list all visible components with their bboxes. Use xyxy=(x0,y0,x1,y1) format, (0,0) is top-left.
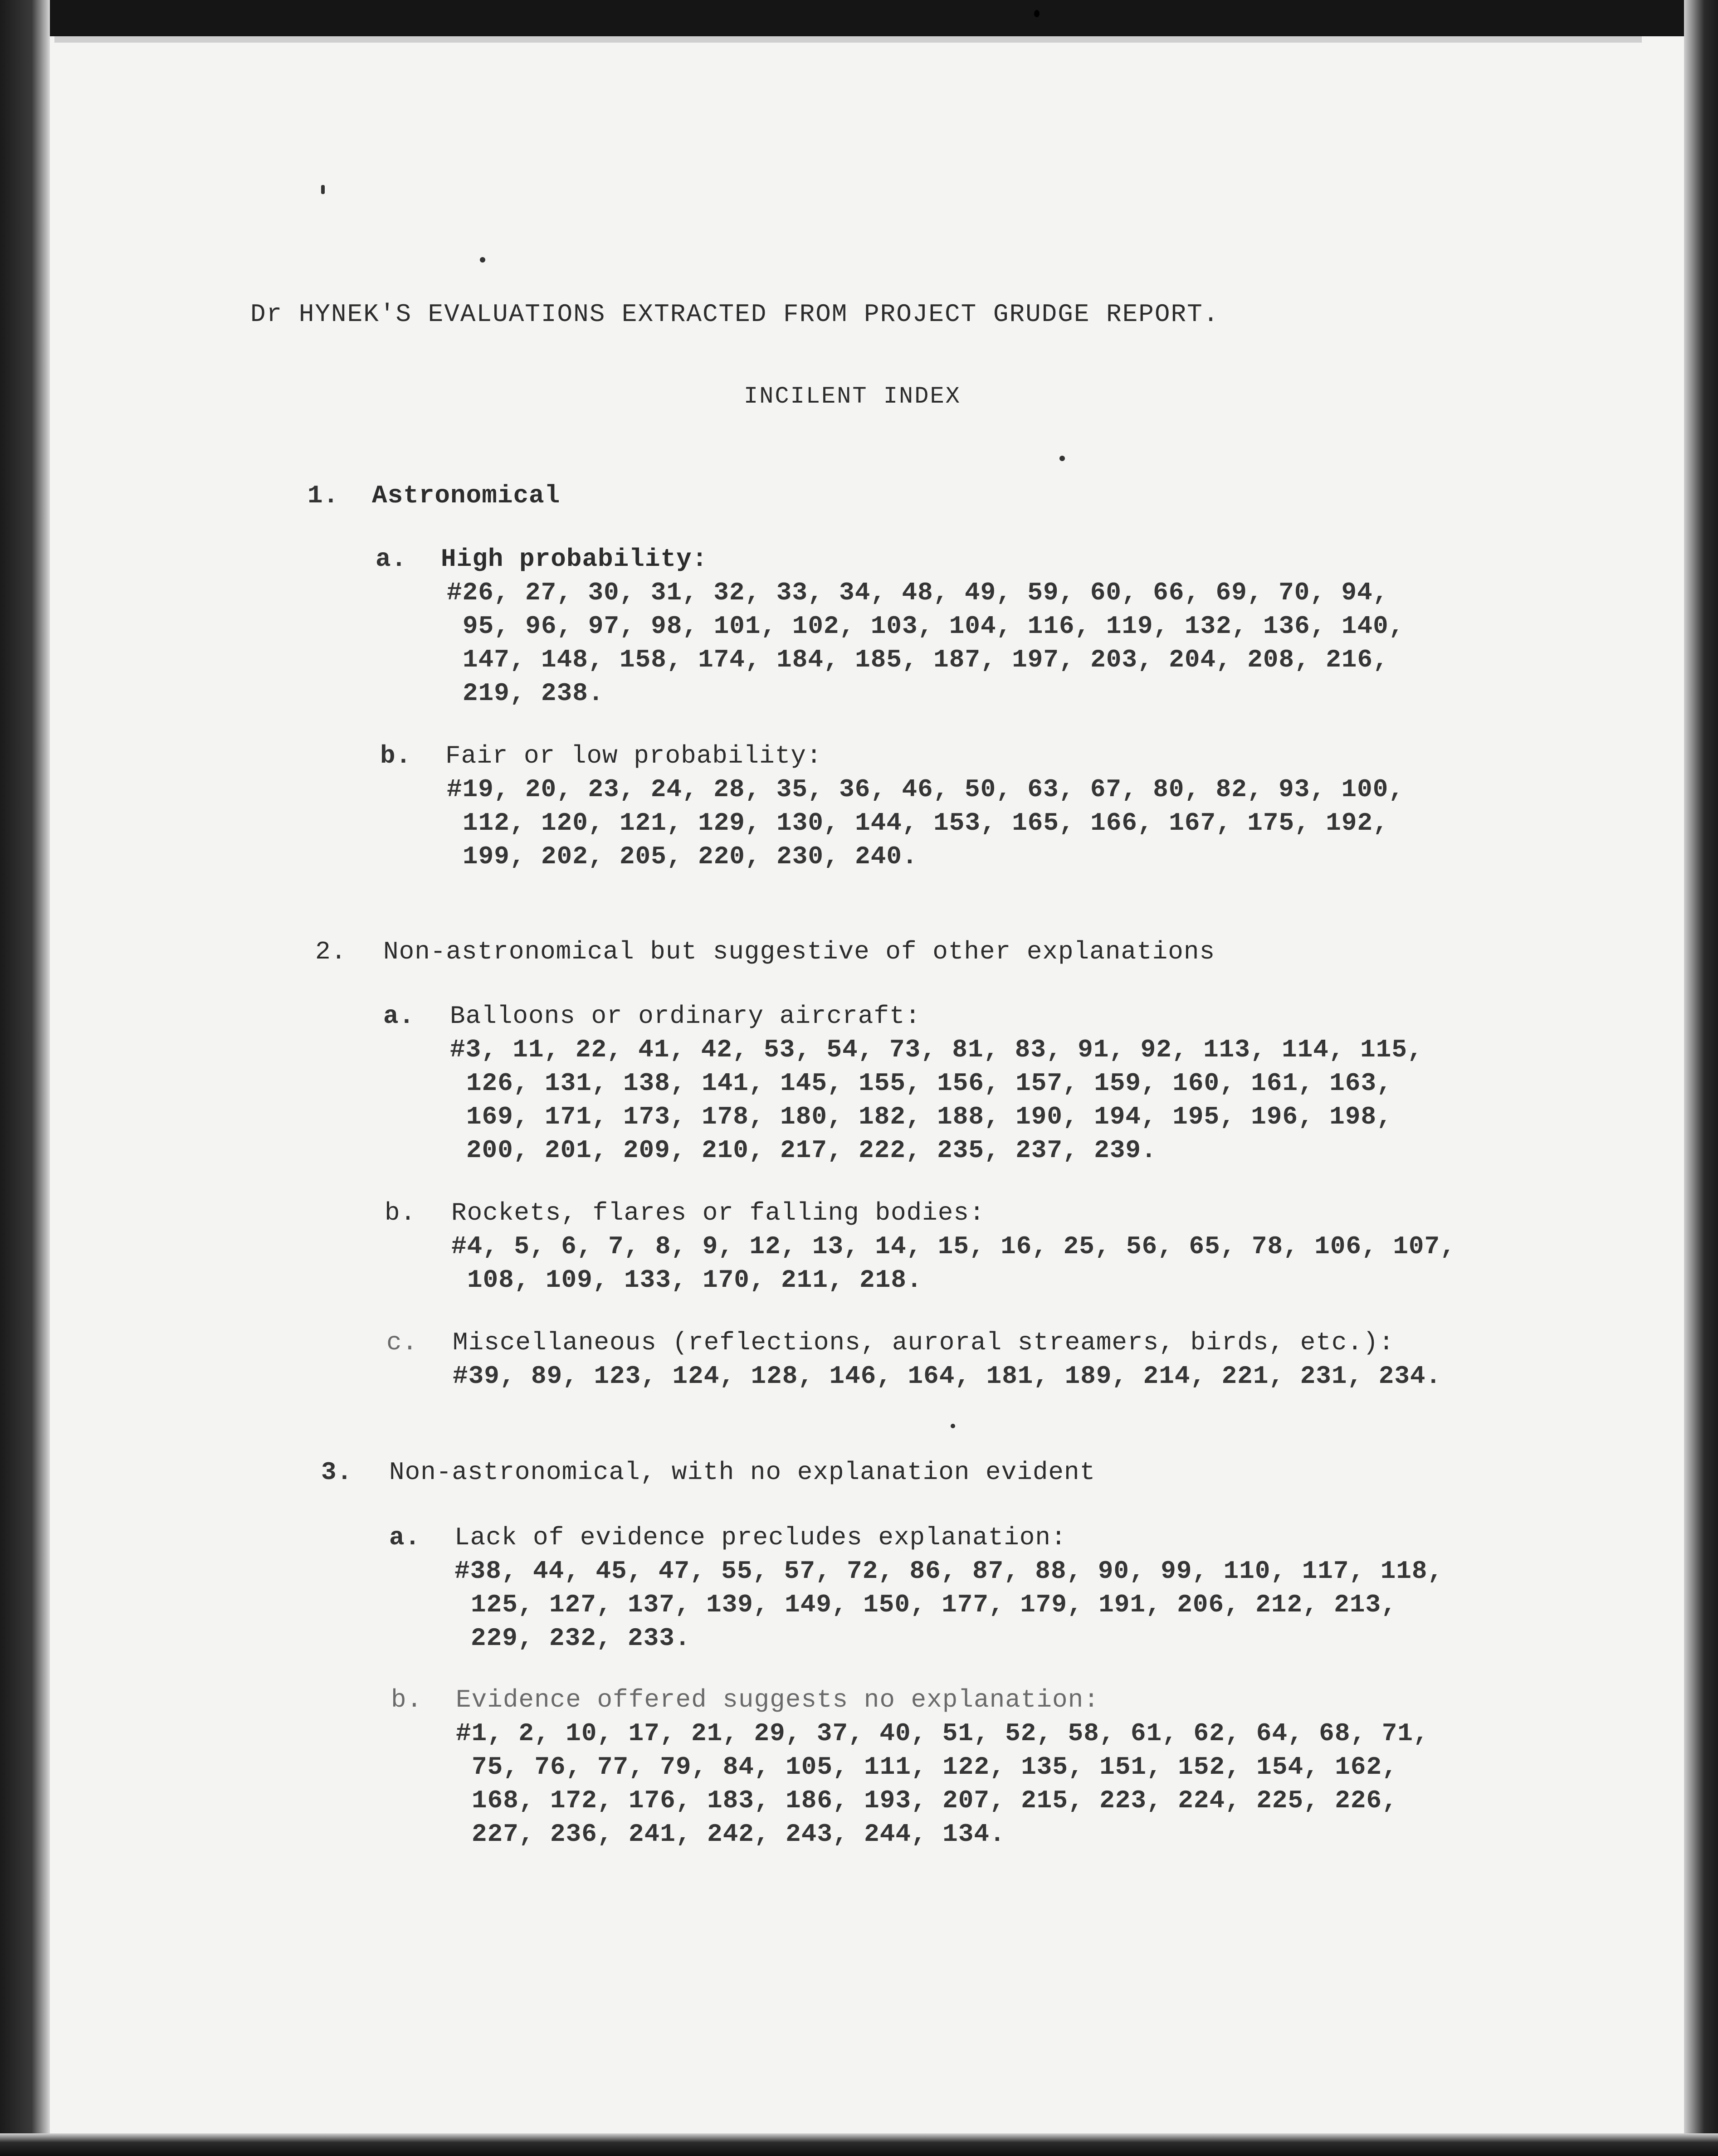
incident-list-line: 75, 76, 77, 79, 84, 105, 111, 122, 135, 151, 152, 154, 162, xyxy=(472,1752,1398,1781)
ink-speck xyxy=(1034,10,1040,17)
incident-list-line: 168, 172, 176, 183, 186, 193, 207, 215, 223, 224, 225, 226, xyxy=(472,1786,1398,1815)
scan-border-left xyxy=(0,0,50,2156)
incident-list-line: 112, 120, 121, 129, 130, 144, 153, 165, 166, 167, 175, 192, xyxy=(463,808,1389,837)
subsection-label: Lack of evidence precludes explanation: xyxy=(454,1523,1067,1552)
ink-speck xyxy=(951,1424,955,1428)
incident-list-line: 199, 202, 205, 220, 230, 240. xyxy=(463,842,918,871)
page-title: Dr HYNEK'S EVALUATIONS EXTRACTED FROM PROJECT GRUDGE REPORT. xyxy=(250,300,1220,329)
subsection-letter: b. xyxy=(385,1198,416,1227)
section-heading: Non-astronomical but suggestive of other explanations xyxy=(383,937,1215,966)
subsection-letter: a. xyxy=(383,1002,415,1031)
incident-list-line: #39, 89, 123, 124, 128, 146, 164, 181, 189, 214, 221, 231, 234. xyxy=(453,1362,1442,1391)
scan-border-bottom xyxy=(0,2133,1718,2156)
incident-list-line: 95, 96, 97, 98, 101, 102, 103, 104, 116, 119, 132, 136, 140, xyxy=(463,612,1405,641)
scan-border-top-inner xyxy=(54,36,1642,43)
section-number: 3. xyxy=(321,1458,353,1487)
scan-border-top xyxy=(0,0,1718,36)
incident-list-line: #4, 5, 6, 7, 8, 9, 12, 13, 14, 15, 16, 25, 56, 65, 78, 106, 107, xyxy=(451,1232,1456,1261)
incident-list-line: 200, 201, 209, 210, 217, 222, 235, 237, 239. xyxy=(466,1136,1157,1165)
incident-list-line: 229, 232, 233. xyxy=(471,1624,691,1653)
incident-list-line: 219, 238. xyxy=(463,679,604,708)
subsection-label: High probability: xyxy=(441,545,708,574)
incident-list-line: #3, 11, 22, 41, 42, 53, 54, 73, 81, 83, 91, 92, 113, 114, 115, xyxy=(450,1035,1423,1064)
subsection-label: Balloons or ordinary aircraft: xyxy=(450,1002,921,1031)
subsection-letter: c. xyxy=(386,1328,418,1357)
subsection-letter: a. xyxy=(389,1523,421,1552)
section-number: 2. xyxy=(315,937,347,966)
incident-list-line: #26, 27, 30, 31, 32, 33, 34, 48, 49, 59, 60, 66, 69, 70, 94, xyxy=(447,578,1389,607)
scan-border-right xyxy=(1684,0,1718,2156)
section-number: 1. xyxy=(307,481,339,510)
ink-speck xyxy=(321,185,325,194)
incident-list-line: 169, 171, 173, 178, 180, 182, 188, 190, 194, 195, 196, 198, xyxy=(466,1102,1392,1131)
incident-list-line: 125, 127, 137, 139, 149, 150, 177, 179, 191, 206, 212, 213, xyxy=(471,1590,1397,1619)
subsection-label: Miscellaneous (reflections, auroral streamers, birds, etc.): xyxy=(453,1328,1395,1357)
incident-list-line: 126, 131, 138, 141, 145, 155, 156, 157, 159, 160, 161, 163, xyxy=(466,1069,1392,1098)
subsection-label: Fair or low probability: xyxy=(445,741,822,770)
subsection-label: Evidence offered suggests no explanation: xyxy=(456,1685,1099,1714)
incident-list-line: #38, 44, 45, 47, 55, 57, 72, 86, 87, 88, 90, 99, 110, 117, 118, xyxy=(454,1557,1444,1586)
incident-list-line: #19, 20, 23, 24, 28, 35, 36, 46, 50, 63, 67, 80, 82, 93, 100, xyxy=(447,775,1404,804)
page-subtitle: INCILENT INDEX xyxy=(744,383,961,410)
subsection-letter: a. xyxy=(376,545,407,574)
incident-list-line: 147, 148, 158, 174, 184, 185, 187, 197, 203, 204, 208, 216, xyxy=(463,645,1389,674)
ink-speck xyxy=(480,257,485,263)
section-heading: Non-astronomical, with no explanation evident xyxy=(389,1458,1096,1487)
subsection-label: Rockets, flares or falling bodies: xyxy=(451,1198,985,1227)
incident-list-line: #1, 2, 10, 17, 21, 29, 37, 40, 51, 52, 58, 61, 62, 64, 68, 71, xyxy=(456,1719,1429,1748)
subsection-letter: b. xyxy=(380,741,412,770)
section-heading: Astronomical xyxy=(372,481,561,510)
incident-list-line: 108, 109, 133, 170, 211, 218. xyxy=(467,1265,922,1295)
incident-list-line: 227, 236, 241, 242, 243, 244, 134. xyxy=(472,1820,1005,1849)
subsection-letter: b. xyxy=(391,1685,423,1714)
ink-speck xyxy=(1059,456,1065,461)
